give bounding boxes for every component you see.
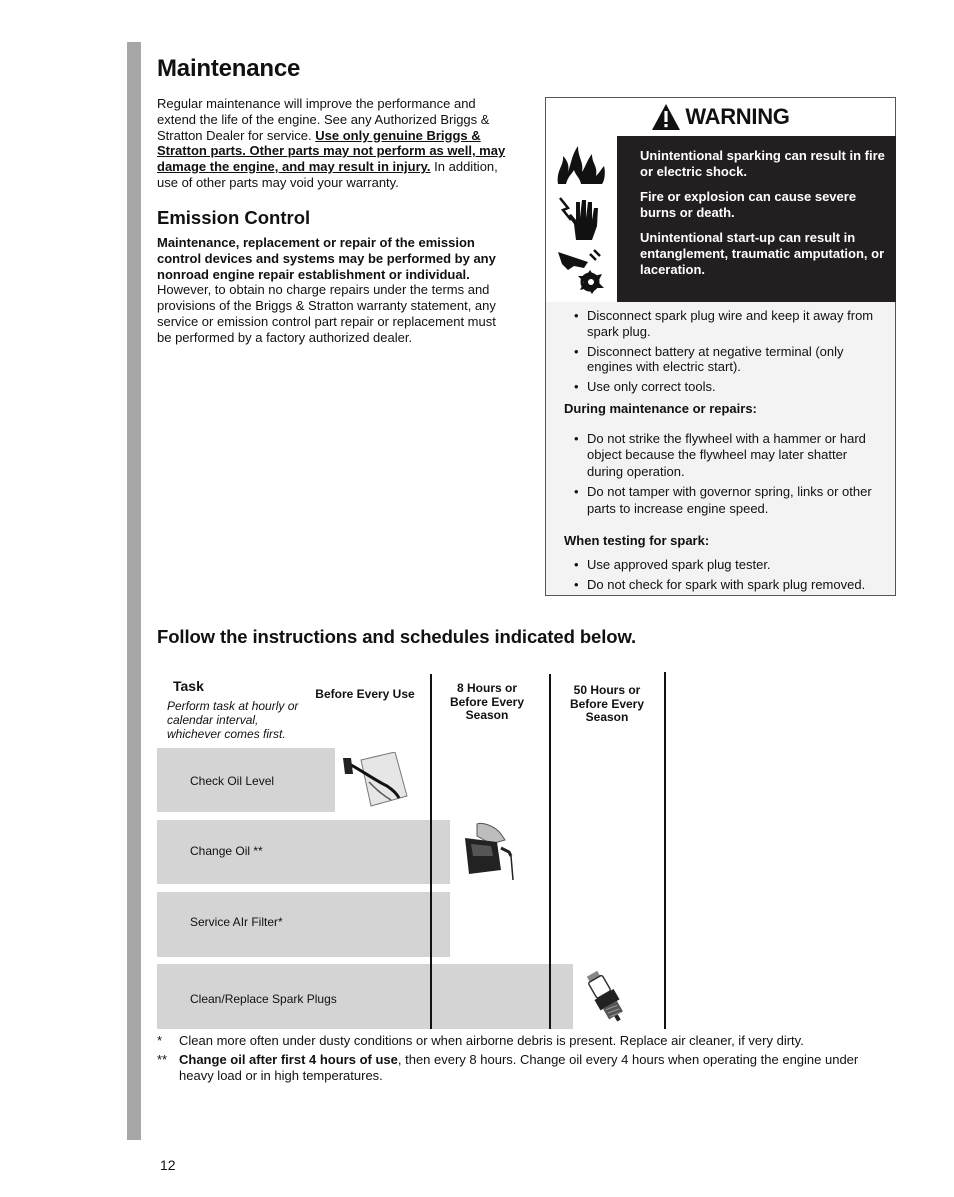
footnotes — [157, 1033, 887, 1086]
spark-plug-icon — [578, 968, 634, 1028]
list-item: • Do not strike the flywheel with a hammer or hard object because the flywheel may later shatter during operation. — [574, 431, 881, 481]
schedule-column-divider — [664, 672, 666, 1029]
list-item: • Do not tamper with governor spring, links or other parts to increase engine speed. — [574, 484, 881, 517]
list-item: • Do not check for spark with spark plug removed. — [574, 577, 881, 593]
hazard-statement: Fire or explosion can cause severe burns or death. — [640, 189, 857, 220]
task-label: Service AIr Filter* — [190, 915, 283, 929]
warning-instructions — [546, 302, 895, 595]
page-sidebar-stripe — [127, 42, 141, 1140]
task-label: Check Oil Level — [190, 774, 275, 788]
schedule-heading: Follow the instructions and schedules indicated below. — [157, 626, 637, 647]
oil-bottle-icon — [461, 822, 519, 882]
warning-triangle-icon — [651, 103, 681, 131]
fire-icon — [554, 140, 608, 188]
page-title: Maintenance — [157, 55, 301, 82]
hazard-statement: Unintentional sparking can result in fire or electric shock. — [640, 148, 885, 179]
list-item: • Disconnect battery at negative terminal (only engines with electric start). — [574, 344, 881, 376]
general-precautions-list — [564, 308, 881, 395]
spark-test-subheading: When testing for spark: — [564, 533, 710, 549]
list-item: • Use only correct tools. — [574, 379, 881, 395]
list-item: • Use approved spark plug tester. — [574, 557, 881, 573]
warning-header — [546, 98, 895, 136]
task-label: Clean/Replace Spark Plugs — [190, 992, 337, 1006]
footnote: * Clean more often under dusty conditions or when airborne debris is present. Replace air cleaner, if very dirty. — [157, 1033, 804, 1048]
eight-hours-header: 8 Hours or Before Every Season — [449, 681, 525, 722]
intro-paragraph: Regular maintenance will improve the performance and extend the life of the engine. See any Authorized Briggs & Stratton Dealer for service. Use only genuine Briggs & Stratton parts. Other parts may not perform as well, may damage the engine, and may result in injury. In addition, use of other parts may void your warranty. — [157, 96, 506, 190]
fifty-hours-header: 50 Hours or Before Every Season — [569, 683, 645, 724]
maintenance-precautions-list — [564, 431, 881, 518]
genuine-parts-notice: Use only genuine Briggs & Stratton parts. Other parts may not perform as well, may damage the engine, and may result in injury. — [157, 127, 506, 175]
hazard-icons — [546, 136, 617, 302]
emission-control-heading: Emission Control — [157, 207, 311, 228]
maintenance-subheading: During maintenance or repairs: — [564, 400, 757, 416]
warning-box — [545, 97, 896, 596]
hazard-statements — [617, 136, 896, 302]
list-item: • Disconnect spark plug wire and keep it away from spark plug. — [574, 308, 881, 340]
shock-icon — [554, 194, 608, 242]
task-column-header: Task — [173, 678, 204, 694]
page-number: 12 — [160, 1157, 176, 1173]
spark-test-precautions-list — [564, 557, 881, 593]
task-interval-note: Perform task at hourly or calendar interval, whichever comes first. — [167, 699, 299, 741]
warning-label: WARNING — [685, 104, 790, 129]
entanglement-icon — [554, 246, 608, 294]
schedule-column-divider — [549, 674, 551, 1029]
emission-control-paragraph: Maintenance, replacement or repair of the emission control devices and systems may be performed by any nonroad engine repair establishment or individual. However, to obtain no charge repairs under the terms and provisions of the Briggs & Stratton warranty statement, any service or emission control part repair or replacement must be performed by a factory authorized dealer. — [157, 235, 496, 345]
dipstick-icon — [341, 752, 409, 808]
hazard-statement: Unintentional start-up can result in entanglement, traumatic amputation, or laceration. — [640, 230, 885, 277]
schedule-column-divider — [430, 674, 432, 1029]
task-label: Change Oil ** — [190, 844, 263, 858]
before-every-use-header: Before Every Use — [315, 687, 415, 701]
footnote: ** Change oil after first 4 hours of use, then every 8 hours. Change oil every 4 hours when operating the engine under heavy load or in high temperatures. — [157, 1051, 859, 1083]
